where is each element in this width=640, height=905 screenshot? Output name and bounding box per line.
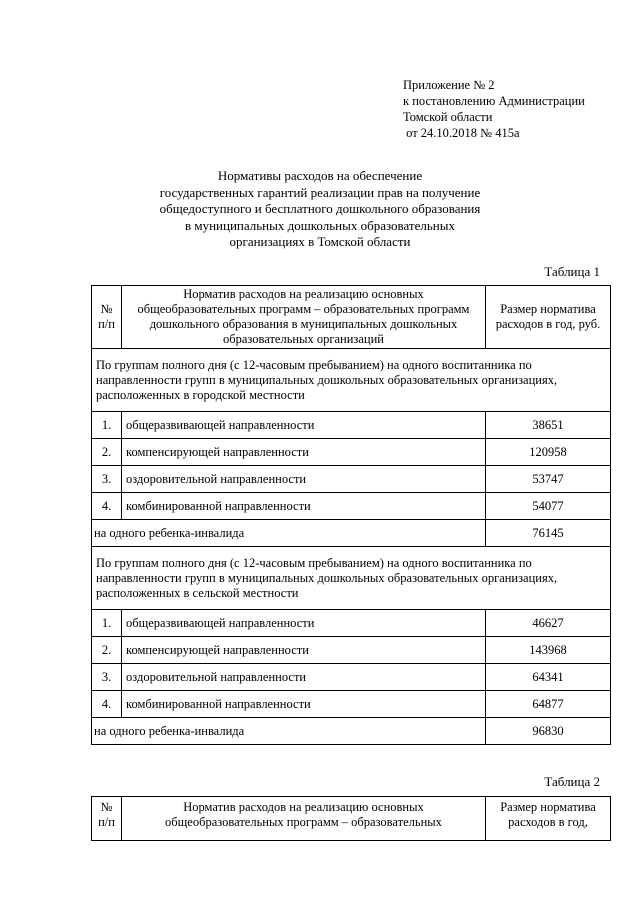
title-line: в муниципальных дошкольных образовательных <box>184 217 455 233</box>
table-row <box>92 610 611 637</box>
row-value: 143968 <box>486 637 611 664</box>
row-name: комбинированной направленности <box>122 691 486 718</box>
row-num: 1. <box>92 412 122 439</box>
row-name: общеразвивающей направленности <box>122 610 486 637</box>
group-title-rural: По группам полного дня (с 12-часовым пребыванием) на одного воспитанника по направленности групп в муниципальных дошкольных образовательных организациях, расположенных в сельской местности <box>92 547 611 610</box>
table-row <box>92 637 611 664</box>
disabled-label: на одного ребенка-инвалида <box>92 520 486 547</box>
row-num: 1. <box>92 610 122 637</box>
row-name: компенсирующей направленности <box>122 439 486 466</box>
table-row <box>92 466 611 493</box>
row-num: 3. <box>92 466 122 493</box>
norms-table-2 <box>91 796 611 841</box>
appendix-header <box>403 77 623 141</box>
group-row <box>92 547 611 610</box>
group-title-urban: По группам полного дня (с 12-часовым пребыванием) на одного воспитанника по направленности групп в муниципальных дошкольных образовательных организациях, расположенных в городской местности <box>92 349 611 412</box>
disabled-value: 96830 <box>486 718 611 745</box>
table-row <box>92 493 611 520</box>
row-value: 64341 <box>486 664 611 691</box>
disabled-child-row <box>92 520 611 547</box>
row-name: общеразвивающей направленности <box>122 412 486 439</box>
disabled-label: на одного ребенка-инвалида <box>92 718 486 745</box>
table-header-row <box>92 797 611 841</box>
document-title <box>150 168 490 251</box>
title-line: общедоступного и бесплатного дошкольного образования <box>159 201 481 216</box>
row-value: 120958 <box>486 439 611 466</box>
row-num: 2. <box>92 637 122 664</box>
row-value: 53747 <box>486 466 611 493</box>
header-amount: Размер норматива расходов в год, <box>486 797 611 841</box>
row-num: 2. <box>92 439 122 466</box>
row-value: 46627 <box>486 610 611 637</box>
disabled-value: 76145 <box>486 520 611 547</box>
row-value: 54077 <box>486 493 611 520</box>
appendix-line: к постановлению Администрации <box>403 94 585 108</box>
row-name: оздоровительной направленности <box>122 466 486 493</box>
disabled-child-row <box>92 718 611 745</box>
header-num: № п/п <box>92 797 122 841</box>
row-name: компенсирующей направленности <box>122 637 486 664</box>
appendix-line: от 24.10.2018 № 415а <box>403 126 520 140</box>
norms-table-1 <box>91 285 611 745</box>
table-row <box>92 664 611 691</box>
header-num: № п/п <box>92 286 122 349</box>
row-num: 4. <box>92 493 122 520</box>
appendix-line: Приложение № 2 <box>403 78 495 92</box>
table-row <box>92 412 611 439</box>
row-num: 3. <box>92 664 122 691</box>
table-row <box>92 691 611 718</box>
row-name: комбинированной направленности <box>122 493 486 520</box>
table2-caption: Таблица 2 <box>544 774 600 789</box>
header-amount: Размер норматива расходов в год, руб. <box>486 286 611 349</box>
title-line: Нормативы расходов на обеспечение <box>217 168 423 183</box>
table-row <box>92 439 611 466</box>
appendix-line: Томской области <box>403 110 493 124</box>
group-row <box>92 349 611 412</box>
title-line: организациях в Томской области <box>229 234 411 249</box>
header-name: Норматив расходов на реализацию основных общеобразовательных программ – образовательных <box>122 797 486 841</box>
row-num: 4. <box>92 691 122 718</box>
row-value: 64877 <box>486 691 611 718</box>
row-name: оздоровительной направленности <box>122 664 486 691</box>
table1-caption: Таблица 1 <box>544 264 600 279</box>
row-value: 38651 <box>486 412 611 439</box>
header-name: Норматив расходов на реализацию основных общеобразовательных программ – образовательных программ дошкольного образования в муниципальных дошкольных образовательных организаций <box>122 286 486 349</box>
title-line: государственных гарантий реализации прав на получение <box>159 184 481 200</box>
table-header-row <box>92 286 611 349</box>
